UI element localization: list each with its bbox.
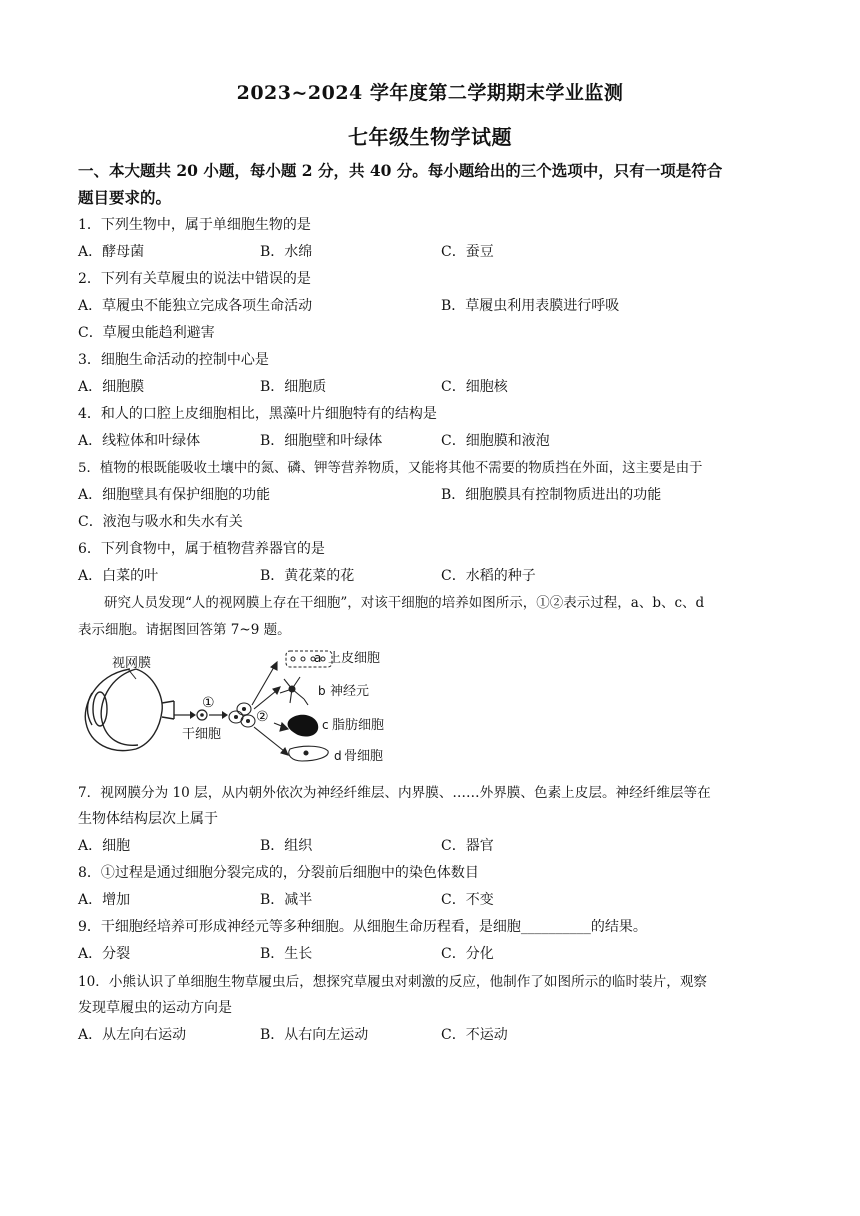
question-10-stem-line1: 10．小熊认识了单细胞生物草履虫后，想探究草履虫对刺激的反应，他制作了如图所示的临时装片，观察 — [78, 974, 708, 990]
cell-c-fat — [288, 715, 319, 737]
question-3-option-a[interactable]: A．细胞膜 — [78, 379, 145, 395]
question-2-option-c[interactable]: C．草履虫能趋利避害 — [78, 325, 215, 341]
question-5-stem: 5．植物的根既能吸收土壤中的氮、磷、钾等营养物质，又能将其他不需要的物质挡在外面，这主要是由于 — [78, 461, 703, 476]
section-heading-line1: 一、本大题共 20 小题，每小题 2 分，共 40 分。每小题给出的三个选项中，只有一项是符合 — [78, 161, 723, 180]
question-8-option-b[interactable]: B．减半 — [260, 892, 313, 908]
question-1-option-a[interactable]: A．酵母菌 — [78, 244, 145, 260]
question-3-option-b[interactable]: B．细胞质 — [260, 379, 327, 395]
exam-subtitle: 七年级生物学试题 — [348, 125, 512, 149]
cell-a-label: 上皮细胞 — [328, 651, 381, 666]
figure-intro-line2: 表示细胞。请据图回答第 7~9 题。 — [78, 622, 291, 638]
question-7-option-c[interactable]: C．器官 — [441, 838, 494, 854]
question-8-stem: 8．①过程是通过细胞分裂完成的，分裂前后细胞中的染色体数目 — [78, 865, 479, 881]
stem-cell-cluster — [229, 703, 255, 727]
question-10-option-c[interactable]: C．不运动 — [441, 1027, 508, 1043]
question-5-option-b[interactable]: B．细胞膜具有控制物质进出的功能 — [441, 487, 662, 503]
question-8-option-a[interactable]: A．增加 — [78, 892, 131, 908]
question-9-option-a[interactable]: A．分裂 — [78, 946, 131, 962]
cell-c-letter: c — [322, 718, 329, 732]
cell-d-bone — [289, 746, 328, 761]
question-1-option-b[interactable]: B．水绵 — [260, 244, 313, 260]
question-2-option-a[interactable]: A．草履虫不能独立完成各项生命活动 — [78, 298, 313, 314]
cell-d-letter: d — [334, 749, 342, 763]
question-2-option-b[interactable]: B．草履虫利用表膜进行呼吸 — [441, 298, 620, 314]
section-heading-line2: 题目要求的。 — [78, 188, 172, 207]
question-2-stem: 2．下列有关草履虫的说法中错误的是 — [78, 271, 311, 287]
question-4-option-a[interactable]: A．线粒体和叶绿体 — [78, 433, 201, 449]
eye-drawing — [85, 669, 174, 751]
question-3-option-c[interactable]: C．细胞核 — [441, 379, 508, 395]
question-6-option-c[interactable]: C．水稻的种子 — [441, 568, 536, 584]
question-6-option-a[interactable]: A．白菜的叶 — [78, 568, 159, 584]
question-1-stem: 1．下列生物中，属于单细胞生物的是 — [78, 217, 311, 233]
question-8-option-c[interactable]: C．不变 — [441, 892, 494, 908]
question-7-stem-line1: 7．视网膜分为 10 层，从内朝外依次为神经纤维层、内界膜、……外界膜、色素上皮层。神经纤维层等在 — [78, 785, 711, 801]
question-7-stem-line2: 生物体结构层次上属于 — [78, 811, 218, 827]
question-6-option-b[interactable]: B．黄花菜的花 — [260, 568, 355, 584]
stem-cell-figure — [78, 645, 388, 770]
stem-cell-label: 干细胞 — [182, 727, 222, 742]
question-4-option-b[interactable]: B．细胞壁和叶绿体 — [260, 433, 383, 449]
cell-b-letter: b — [318, 684, 326, 698]
question-10-option-a[interactable]: A．从左向右运动 — [78, 1027, 187, 1043]
retina-label: 视网膜 — [112, 656, 152, 671]
cell-c-label: 脂肪细胞 — [332, 718, 385, 733]
section-heading — [78, 157, 778, 211]
question-10-option-b[interactable]: B．从右向左运动 — [260, 1027, 369, 1043]
question-7-option-b[interactable]: B．组织 — [260, 838, 313, 854]
exam-title: 2023~2024 学年度第二学期期末学业监测 — [236, 82, 624, 104]
question-1-option-c[interactable]: C．蚕豆 — [441, 244, 494, 260]
cell-a-epithelial — [286, 651, 332, 667]
question-6-stem: 6．下列食物中，属于植物营养器官的是 — [78, 541, 325, 557]
cell-b-neuron — [280, 677, 308, 705]
cell-b-label: 神经元 — [330, 684, 370, 699]
question-3-stem: 3．细胞生命活动的控制中心是 — [78, 352, 269, 368]
stem-cell-single — [197, 710, 207, 720]
question-9-option-c[interactable]: C．分化 — [441, 946, 494, 962]
cell-d-label: 骨细胞 — [344, 749, 384, 764]
question-10-stem-line2: 发现草履虫的运动方向是 — [78, 1000, 232, 1016]
question-7-option-a[interactable]: A．细胞 — [78, 838, 131, 854]
question-4-stem: 4．和人的口腔上皮细胞相比，黑藻叶片细胞特有的结构是 — [78, 406, 437, 422]
question-9-stem: 9．干细胞经培养可形成神经元等多种细胞。从细胞生命历程看，是细胞__________的结果。 — [78, 919, 647, 935]
figure-intro — [78, 590, 788, 644]
question-5-option-c[interactable]: C．液泡与吸水和失水有关 — [78, 514, 243, 530]
cell-a-letter: a — [314, 651, 322, 665]
figure-intro-line1: 研究人员发现“人的视网膜上存在干细胞”，对该干细胞的培养如图所示，①②表示过程，a、b、c、d — [104, 595, 705, 611]
process-1-label: ① — [202, 695, 215, 711]
process-2-label: ② — [256, 709, 269, 725]
question-4-option-c[interactable]: C．细胞膜和液泡 — [441, 433, 550, 449]
question-5-option-a[interactable]: A．细胞壁具有保护细胞的功能 — [78, 487, 271, 503]
question-9-option-b[interactable]: B．生长 — [260, 946, 313, 962]
